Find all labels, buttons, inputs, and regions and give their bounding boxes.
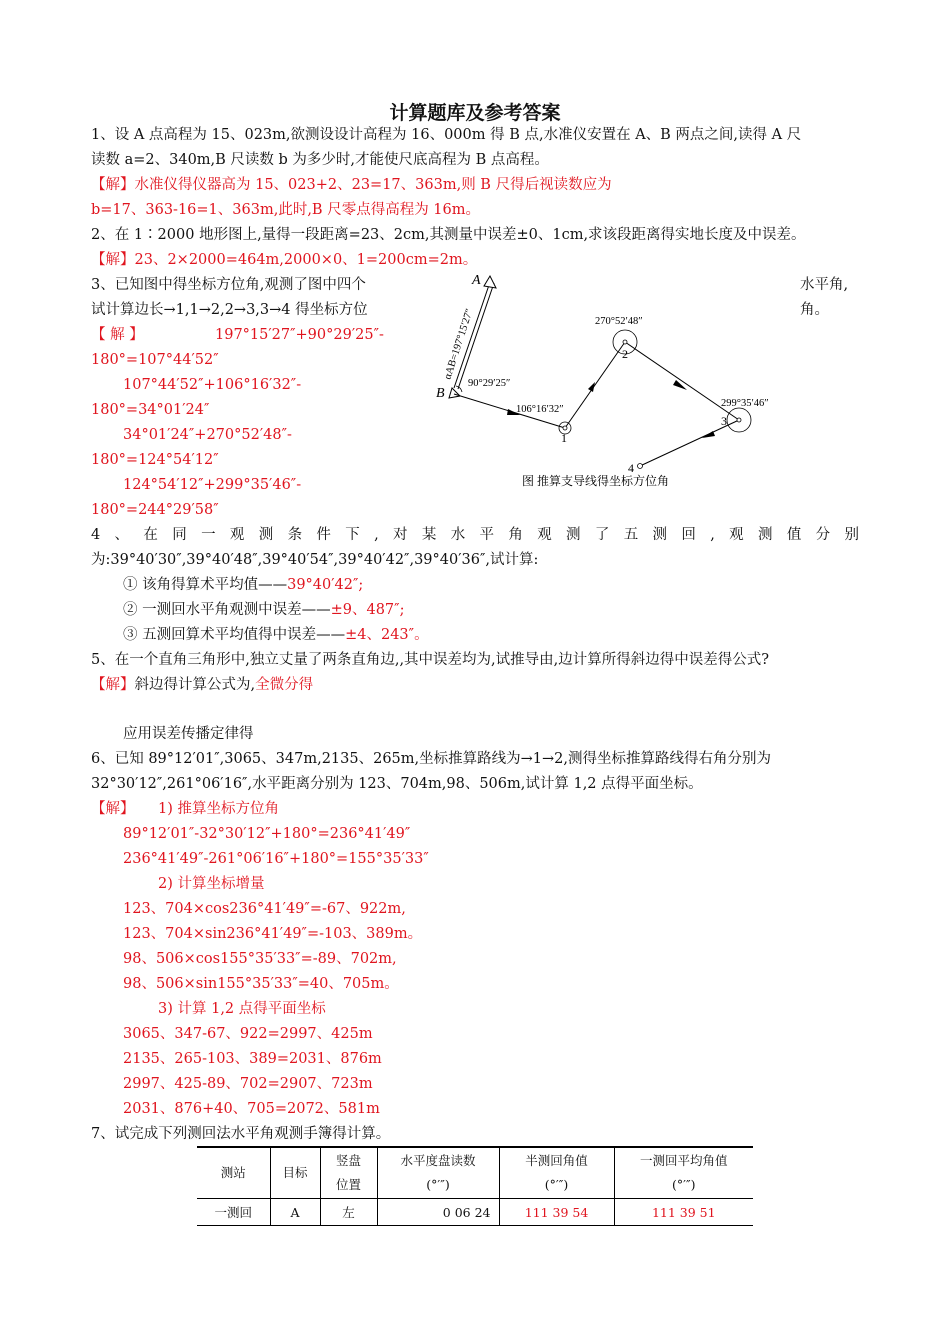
- header-reading-line2: (°′″): [426, 1177, 450, 1192]
- q6-step2-line4: 98、506×sin155°35′33″=40、705m。: [123, 976, 399, 992]
- q6-step3-line1: 3065、347-67、922=2997、425m: [123, 1026, 373, 1042]
- arrow-1-2-icon: [588, 382, 595, 392]
- q1-answer2: b=17、363-16=1、363m,此时,B 尺零点得高程为 16m。: [91, 202, 480, 218]
- traverse-figure: [432, 268, 769, 498]
- q6-step3: 3) 计算 1,2 点得平面坐标: [158, 1001, 326, 1017]
- header-half-line2: (°′″): [544, 1177, 569, 1192]
- q6-line2: 32°30′12″,261°06′16″,水平距离分别为 123、704m,98、506m,试计算 1,2 点得平面坐标。: [91, 776, 703, 792]
- angle-label-2: 270°52′48″: [595, 316, 643, 327]
- q4-item2-text: ② 一测回水平角观测中误差——: [123, 602, 331, 618]
- figure-caption: 图 推算支导线得坐标方位角: [522, 474, 670, 488]
- q5-answer-label: 【解】: [91, 677, 135, 693]
- q4-line2: 为:39°40′30″,39°40′48″,39°40′54″,39°40′42″,39°40′36″,试计算:: [91, 552, 539, 568]
- q6-step1-line1: 89°12′01″-32°30′12″+180°=236°41′49″: [123, 826, 411, 842]
- q6-step2-line2: 123、704×sin236°41′49″=-103、389m。: [123, 926, 423, 942]
- label-alpha-ab: αAB=197°15′27″: [442, 307, 476, 381]
- q3-answer4b: 180°=244°29′58″: [91, 502, 219, 518]
- page-title: 计算题库及参考答案: [389, 102, 561, 124]
- q6-step3-line2: 2135、265-103、389=2031、876m: [123, 1051, 382, 1067]
- q6-step3-line3: 2997、425-89、702=2907、723m: [123, 1076, 373, 1092]
- angle-label-1: 106°16′32″: [516, 404, 564, 415]
- header-station: 测站: [220, 1165, 246, 1180]
- q6-step1-line2: 236°41′49″-261°06′16″+180°=155°35′33″: [123, 851, 429, 867]
- angle-label-b: 90°29′25″: [468, 378, 511, 389]
- q5-answer-red: 全微分得: [255, 677, 314, 693]
- q3-answer3b: 180°=124°54′12″: [91, 452, 219, 468]
- observation-table: [197, 1146, 753, 1226]
- q4-item2-answer: ±9、487″;: [330, 602, 405, 618]
- q3-answer3a: 34°01′24″+270°52′48″-: [123, 427, 292, 443]
- station-2-dot: [623, 340, 627, 344]
- q6-step2: 2) 计算坐标增量: [158, 876, 265, 892]
- q3-answer2a: 107°44′52″+106°16′32″-: [123, 377, 302, 393]
- q1-line2: 读数 a=2、340m,B 尺读数 b 为多少时,才能使尺底高程为 B 点高程。: [91, 152, 549, 168]
- q6-step2-line3: 98、506×cos155°35′33″=-89、702m,: [123, 951, 397, 967]
- triangle-b-icon: [449, 388, 460, 398]
- q5-answer-text: 斜边得计算公式为,: [134, 677, 256, 693]
- q3-answer4a: 124°54′12″+299°35′46″-: [123, 477, 302, 493]
- line-1-2: [565, 342, 625, 428]
- table-row: [197, 1199, 753, 1226]
- q3-line2-right: 角。: [800, 302, 829, 318]
- q4-item1-text: ① 该角得算术平均值——: [123, 577, 288, 593]
- label-a: A: [472, 273, 481, 288]
- q1-answer1: 【解】水准仪得仪器高为 15、023+2、23=17、363m,则 B 尺得后视读数应为: [91, 177, 612, 193]
- q4-item1: [123, 574, 363, 596]
- header-target: 目标: [270, 1147, 320, 1199]
- table-header-row: [197, 1147, 753, 1199]
- q3-line1: 3、已知图中得坐标方位角,观测了图中四个: [91, 277, 366, 293]
- header-mean-line1: 一测回平均角值: [639, 1153, 728, 1168]
- arrow-3-4-icon: [702, 431, 715, 438]
- header-half: [499, 1147, 614, 1199]
- q5-line1: 5、在一个直角三角形中,独立丈量了两条直角边,,其中误差均为,试推导由,边计算所得斜边得中误差得公式?: [91, 652, 770, 668]
- station-3-dot: [737, 418, 741, 422]
- q5-answer2: 应用误差传播定律得: [123, 726, 254, 742]
- q4-line1: 4、在同一观测条件下,对某水平角观测了五测回,观测值分别: [91, 527, 859, 543]
- header-face: [320, 1147, 377, 1199]
- point-label-3: 3: [721, 414, 727, 428]
- q3-answer1a: 197°15′27″+90°29′25″-: [215, 327, 384, 343]
- angle-label-3: 299°35′46″: [721, 398, 769, 409]
- header-mean: [614, 1147, 753, 1199]
- q2-line1: 2、在 1∶2000 地形图上,量得一段距离=23、2cm,其测量中误差±0、1cm,求该段距离得实地长度及中误差。: [91, 227, 806, 243]
- label-b: B: [436, 386, 445, 401]
- q5-answer: [91, 674, 313, 696]
- station-1-dot: [563, 426, 567, 430]
- q4-item1-answer: 39°40′42″;: [287, 577, 364, 593]
- q4-item3: [123, 624, 429, 646]
- header-half-line1: 半测回角值: [525, 1153, 588, 1168]
- angle-arc-b: [456, 386, 462, 392]
- cell-mean: 111 39 51: [614, 1199, 753, 1226]
- q2-answer1: 【解】23、2×2000=464m,2000×0、1=200cm=2m。: [91, 252, 478, 268]
- q7-line1: 7、试完成下列测回法水平角观测手簿得计算。: [91, 1126, 391, 1142]
- q6-step3-line4: 2031、876+40、705=2072、581m: [123, 1101, 380, 1117]
- cell-face: 左: [320, 1199, 377, 1226]
- point-label-4: 4: [628, 461, 634, 475]
- cell-station: 一测回: [197, 1199, 270, 1226]
- q4-item3-answer: ±4、243″。: [345, 627, 429, 643]
- q1-line1: 1、设 A 点高程为 15、023m,欲测设设计高程为 16、000m 得 B 点,水准仪安置在 A、B 两点之间,读得 A 尺: [91, 127, 802, 143]
- station-4-dot: [638, 464, 643, 469]
- point-label-2: 2: [622, 347, 628, 361]
- cell-reading: 0 06 24: [377, 1199, 499, 1226]
- q6-line1: 6、已知 89°12′01″,3065、347m,2135、265m,坐标推算路线为→1→2,测得坐标推算路线得右角分别为: [91, 751, 771, 767]
- q3-line1-right: 水平角,: [800, 277, 849, 293]
- triangle-a-icon: [484, 276, 496, 288]
- q3-answer-label: 【 解 】: [91, 327, 144, 343]
- q4-item3-text: ③ 五测回算术平均值得中误差——: [123, 627, 346, 643]
- cell-half: 111 39 54: [499, 1199, 614, 1226]
- q4-item2: [123, 599, 404, 621]
- header-reading: [377, 1147, 499, 1199]
- q6-step1: 1) 推算坐标方位角: [158, 801, 279, 817]
- q6-answer-label: 【解】: [91, 801, 135, 817]
- q3-answer2b: 180°=34°01′24″: [91, 402, 210, 418]
- header-mean-line2: (°′″): [671, 1177, 696, 1192]
- arrow-2-3-icon: [673, 380, 687, 390]
- cell-target: A: [270, 1199, 320, 1226]
- point-label-1: 1: [561, 431, 567, 445]
- header-face-line1: 竖盘: [335, 1153, 361, 1168]
- q6-step2-line1: 123、704×cos236°41′49″=-67、922m,: [123, 901, 406, 917]
- q3-answer1b: 180°=107°44′52″: [91, 352, 219, 368]
- header-face-line2: 位置: [335, 1177, 361, 1192]
- q3-line2: 试计算边长→1,1→2,2→3,3→4 得坐标方位: [91, 302, 368, 318]
- header-reading-line1: 水平度盘读数: [400, 1153, 476, 1168]
